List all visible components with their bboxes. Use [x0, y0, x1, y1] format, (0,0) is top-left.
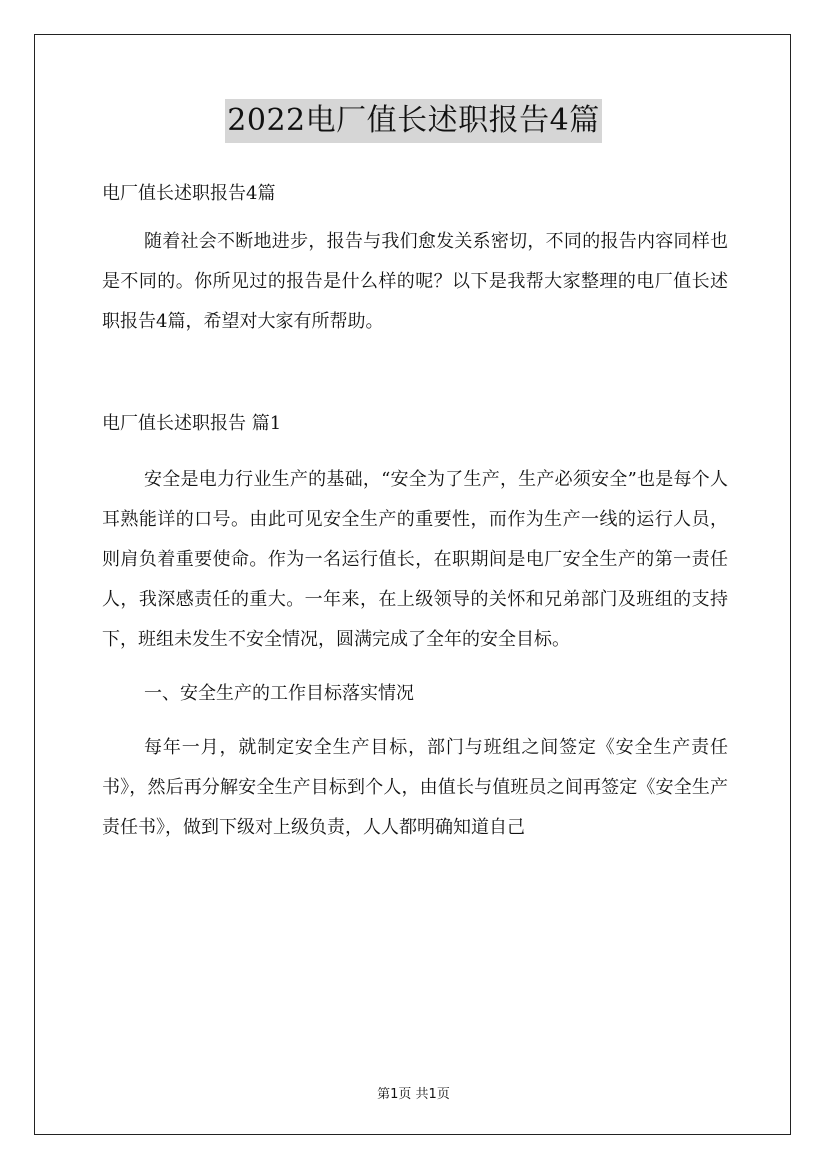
- page-footer: 第1页 共1页: [377, 1087, 450, 1102]
- title-container: [0, 99, 827, 143]
- document-title: 2022电厂值长述职报告4篇: [225, 99, 601, 143]
- body-paragraph: 安全是电力行业生产的基础，“安全为了生产，生产必须安全”也是每个人耳熟能详的口号。由此可见安全生产的重要性，而作为生产一线的运行人员，则肩负着重要使命。作为一名运行值长，在职期间是电厂安全生产的第一责任人，我深感责任的重大。一年来，在上级领导的关怀和兄弟部门及班组的支持下，班组未发生不安全情况，圆满完成了全年的安全目标。: [102, 469, 728, 650]
- section-heading: 电厂值长述职报告 篇1: [102, 413, 282, 434]
- body-paragraph: 每年一月，就制定安全生产目标，部门与班组之间签定《安全生产责任书》，然后再分解安全生产目标到个人，由值长与值班员之间再签定《安全生产责任书》，做到下级对上级负责，人人都明确知道自己: [102, 737, 728, 838]
- intro-paragraph: 随着社会不断地进步，报告与我们愈发关系密切，不同的报告内容同样也是不同的。你所见过的报告是什么样的呢？以下是我帮大家整理的电厂值长述职报告4篇，希望对大家有所帮助。: [102, 231, 728, 332]
- document-subtitle: 电厂值长述职报告4篇: [102, 183, 276, 204]
- subsection-heading: 一、安全生产的工作目标落实情况: [144, 683, 414, 704]
- section-spacer: [102, 342, 728, 404]
- document-body: [102, 174, 728, 848]
